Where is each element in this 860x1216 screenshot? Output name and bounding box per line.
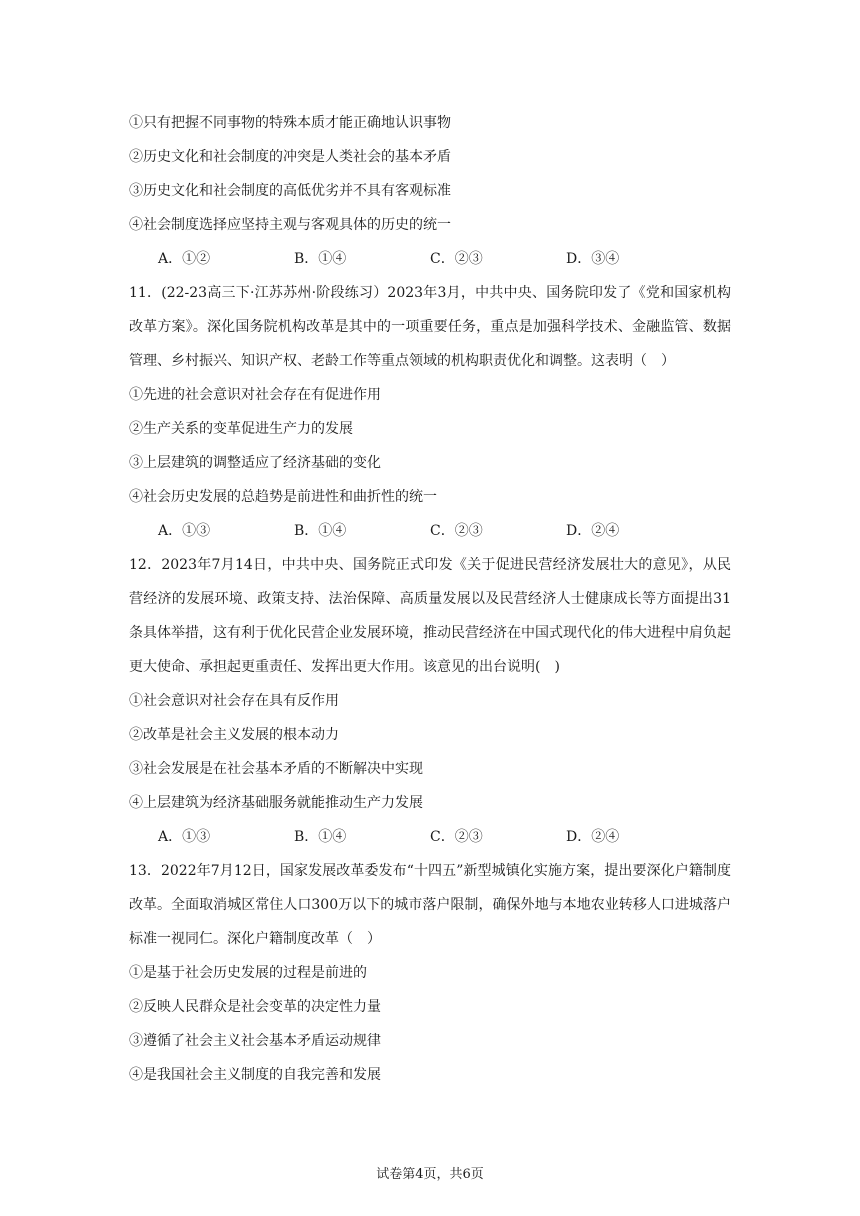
- question-10-choice-d: D．③④: [566, 251, 620, 267]
- question-12-choice-b: B．①④: [294, 829, 347, 845]
- question-10-choice-a: A．①②: [158, 251, 211, 267]
- question-13-option-2: ②反映人民群众是社会变革的决定性力量: [129, 999, 381, 1015]
- question-10-option-2: ②历史文化和社会制度的冲突是人类社会的基本矛盾: [129, 149, 451, 165]
- question-12: [129, 548, 731, 854]
- question-10-option-4: ④社会制度选择应坚持主观与客观具体的历史的统一: [129, 217, 451, 233]
- question-12-stem: 12．2023年7月14日，中共中央、国务院正式印发《关于促进民营经济发展壮大的意见》，从民营经济的发展环境、政策支持、法治保障、高质量发展以及民营经济人士健康成长等方面提出31条具体举措，这有利于优化民营企业发展环境，推动民营经济在中国式现代化的伟大进程中肩负起更大使命、承担起更重责任、发挥出更大作用。该意见的出台说明( ): [129, 557, 731, 675]
- question-11-option-4: ④社会历史发展的总趋势是前进性和曲折性的统一: [129, 489, 437, 505]
- question-13-option-4: ④是我国社会主义制度的自我完善和发展: [129, 1067, 381, 1083]
- question-10: [129, 106, 731, 276]
- question-11-option-1: ①先进的社会意识对社会存在有促进作用: [129, 387, 381, 403]
- question-10-option-3: ③历史文化和社会制度的高低优劣并不具有客观标准: [129, 183, 451, 199]
- page-footer: 试卷第4页，共6页: [376, 1167, 484, 1182]
- question-13-option-3: ③遵循了社会主义社会基本矛盾运动规律: [129, 1033, 381, 1049]
- question-11-choice-a: A．①③: [158, 523, 211, 539]
- question-11-stem: 11．(22-23高三下·江苏苏州·阶段练习）2023年3月，中共中央、国务院印发了《党和国家机构改革方案》。深化国务院机构改革是其中的一项重要任务，重点是加强科学技术、金融监管、数据管理、乡村振兴、知识产权、老龄工作等重点领域的机构职责优化和调整。这表明（ ）: [129, 285, 731, 369]
- question-13-option-1: ①是基于社会历史发展的过程是前进的: [129, 965, 367, 981]
- question-11-choice-d: D．②④: [566, 523, 620, 539]
- question-12-choices: [129, 820, 731, 854]
- question-12-choice-a: A．①③: [158, 829, 211, 845]
- question-11-choice-b: B．①④: [294, 523, 347, 539]
- question-11: [129, 276, 731, 548]
- question-11-choice-c: C．②③: [430, 523, 483, 539]
- question-12-option-2: ②改革是社会主义发展的根本动力: [129, 727, 339, 743]
- question-12-choice-c: C．②③: [430, 829, 483, 845]
- question-11-option-2: ②生产关系的变革促进生产力的发展: [129, 421, 353, 437]
- question-13: [129, 854, 731, 1092]
- question-12-option-4: ④上层建筑为经济基础服务就能推动生产力发展: [129, 795, 423, 811]
- question-12-option-3: ③社会发展是在社会基本矛盾的不断解决中实现: [129, 761, 423, 777]
- question-11-option-3: ③上层建筑的调整适应了经济基础的变化: [129, 455, 381, 471]
- page-content: [129, 106, 731, 1092]
- question-13-stem: 13．2022年7月12日，国家发展改革委发布“十四五”新型城镇化实施方案，提出要深化户籍制度改革。全面取消城区常住人口300万以下的城市落户限制，确保外地与本地农业转移人口进城落户标准一视同仁。深化户籍制度改革（ ）: [129, 863, 731, 947]
- question-10-choice-c: C．②③: [430, 251, 483, 267]
- question-11-choices: [129, 514, 731, 548]
- question-12-option-1: ①社会意识对社会存在具有反作用: [129, 693, 339, 709]
- question-12-choice-d: D．②④: [566, 829, 620, 845]
- question-10-option-1: ①只有把握不同事物的特殊本质才能正确地认识事物: [129, 115, 451, 131]
- question-10-choice-b: B．①④: [294, 251, 347, 267]
- question-10-choices: [129, 242, 731, 276]
